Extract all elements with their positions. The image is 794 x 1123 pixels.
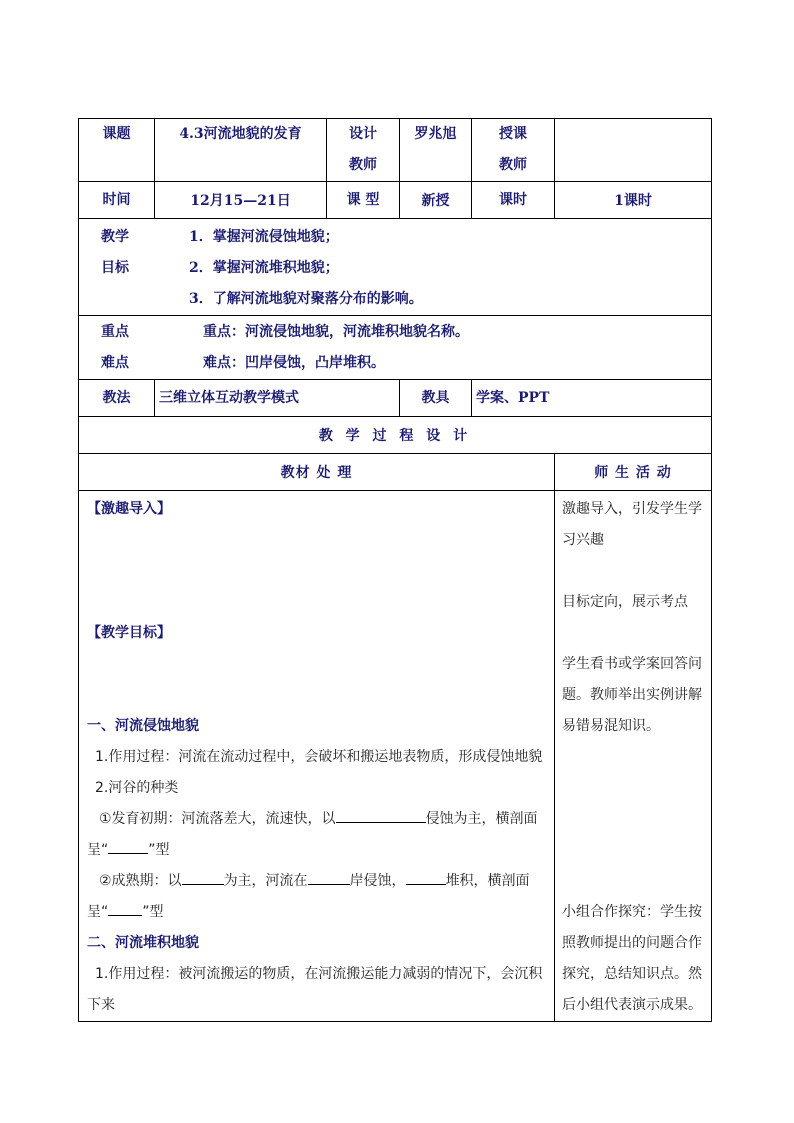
process-title-row (79, 417, 712, 454)
type-value-cell (400, 182, 472, 219)
method-row (79, 380, 712, 417)
key-point: 重点：河流侵蚀地貌，河流堆积地貌名称。 (203, 324, 469, 340)
designer-label-line2: 教师 (349, 157, 377, 173)
text-fragment: 堆积，横剖面 (445, 873, 530, 889)
section1-paragraph4 (87, 866, 548, 897)
text-fragment: ②成熟期：以 (99, 873, 182, 889)
activity-body (562, 494, 707, 1021)
activity-line: 探究，总结知识点。然 (562, 966, 702, 982)
section2-paragraph1: 1.作用过程：被河流搬运的物质，在河流搬运能力减弱的情况下，会沉积 (95, 966, 543, 982)
section1-heading: 一、河流侵蚀地貌 (87, 718, 199, 734)
text-fragment: ”型 (142, 904, 164, 920)
keypoints-label-line2: 难点 (101, 355, 129, 371)
topic-row (79, 119, 712, 182)
spacer (562, 556, 707, 587)
fill-blank (108, 901, 142, 916)
process-title-cell (79, 417, 712, 454)
method-label: 教法 (102, 389, 131, 406)
process-title: 教 学 过 程 设 计 (318, 428, 472, 444)
keypoints-label-line1: 重点 (101, 324, 129, 340)
text-fragment: 岸侵蚀， (349, 873, 406, 889)
time-label-cell (79, 182, 155, 219)
tools-value-cell (472, 380, 712, 417)
fill-blank (108, 839, 148, 854)
goals-heading: 【教学目标】 (87, 625, 171, 641)
objectives-list (79, 219, 711, 315)
activity-line: 后小组代表演示成果。 (562, 997, 702, 1013)
topic-label-cell (79, 119, 155, 182)
method-label-cell (79, 380, 155, 417)
difficult-point: 难点：凹岸侵蚀，凸岸堆积。 (203, 355, 385, 371)
objectives-cell (79, 219, 712, 316)
text-fragment: ①发育初期：河流落差大，流速快，以 (99, 811, 336, 827)
material-cell (79, 491, 555, 1022)
lesson-plan-table (78, 118, 712, 1022)
section1-paragraph4-cont (87, 897, 548, 928)
objectives-label-line1: 教学 (101, 229, 129, 245)
hours-label: 课时 (499, 191, 527, 208)
section2-paragraph1-cont: 下来 (87, 997, 115, 1013)
activity-header-cell (555, 454, 712, 491)
activity-line: 小组合作探究：学生按 (562, 904, 702, 920)
spacer (87, 649, 548, 711)
designer-label-cell (327, 119, 400, 182)
keypoints-text (79, 316, 711, 379)
text-fragment: 呈“ (87, 842, 109, 858)
intro-heading: 【激趣导入】 (87, 501, 171, 517)
activity-line: 目标定向，展示考点 (562, 594, 688, 610)
text-fragment: 呈“ (87, 904, 109, 920)
teacher-value-cell (555, 119, 712, 182)
content-row (79, 491, 712, 1022)
tools-value: 学案、PPT (476, 389, 550, 406)
material-body (87, 494, 548, 1021)
hours-value: 1课时 (614, 193, 652, 209)
objective-item: 2．掌握河流堆积地貌； (189, 260, 339, 276)
teacher-label-cell (472, 119, 555, 182)
topic-value: 4.3河流地貌的发育 (179, 126, 302, 142)
teacher-label-line1: 授课 (499, 126, 527, 142)
designer-value-cell (400, 119, 472, 182)
method-value: 三维立体互动教学模式 (159, 389, 299, 406)
topic-label: 课题 (102, 126, 131, 142)
keypoints-label (101, 317, 129, 379)
spacer (562, 742, 707, 897)
process-header-row (79, 454, 712, 491)
section1-paragraph1: 1.作用过程：河流在流动过程中，会破坏和搬运地表物质，形成侵蚀地貌 (95, 749, 543, 765)
type-label: 课 型 (346, 191, 380, 208)
hours-label-cell (472, 182, 555, 219)
activity-line: 学生看书或学案回答问 (562, 656, 702, 672)
fill-blank (308, 870, 350, 885)
activity-line: 习兴趣 (562, 532, 604, 548)
time-value-cell (155, 182, 327, 219)
activity-line: 题。教师举出实例讲解 (562, 687, 702, 703)
activity-header: 师 生 活 动 (594, 465, 672, 481)
text-fragment: 为主，河流在 (223, 873, 308, 889)
teacher-label-line2: 教师 (499, 157, 527, 173)
material-header: 教材 处 理 (280, 465, 353, 481)
text-fragment: 侵蚀为主，横剖面 (425, 811, 538, 827)
tools-label-cell (400, 380, 472, 417)
type-label-cell (327, 182, 400, 219)
time-value: 12月15—21日 (190, 193, 291, 209)
type-value: 新授 (421, 193, 450, 209)
objectives-label (101, 222, 129, 284)
designer-value: 罗兆旭 (414, 126, 457, 142)
designer-label-line1: 设计 (349, 126, 377, 142)
fill-blank (182, 870, 224, 885)
text-fragment: ”型 (148, 842, 170, 858)
keypoints-cell (79, 316, 712, 380)
section2-heading: 二、河流堆积地貌 (87, 935, 199, 951)
objectives-row (79, 219, 712, 316)
keypoints-row (79, 316, 712, 380)
method-value-cell (155, 380, 400, 417)
objective-item: 1．掌握河流侵蚀地貌； (189, 229, 339, 245)
spacer (562, 618, 707, 649)
topic-value-cell (155, 119, 327, 182)
material-header-cell (79, 454, 555, 491)
section1-paragraph3 (87, 804, 548, 835)
fill-blank (336, 808, 426, 823)
tools-label: 教具 (421, 389, 450, 406)
activity-line: 激趣导入，引发学生学 (562, 501, 702, 517)
hours-value-cell (555, 182, 712, 219)
section1-paragraph3-cont (87, 835, 548, 866)
activity-line: 照教师提出的问题合作 (562, 935, 702, 951)
section1-paragraph2: 2.河谷的种类 (95, 780, 179, 796)
activity-line: 易错易混知识。 (562, 718, 660, 734)
objectives-label-line2: 目标 (101, 260, 129, 276)
fill-blank (406, 870, 446, 885)
activity-cell (555, 491, 712, 1022)
objective-item: 3．了解河流地貌对聚落分布的影响。 (189, 291, 423, 307)
time-label: 时间 (102, 191, 131, 208)
time-row (79, 182, 712, 219)
spacer (87, 525, 548, 618)
